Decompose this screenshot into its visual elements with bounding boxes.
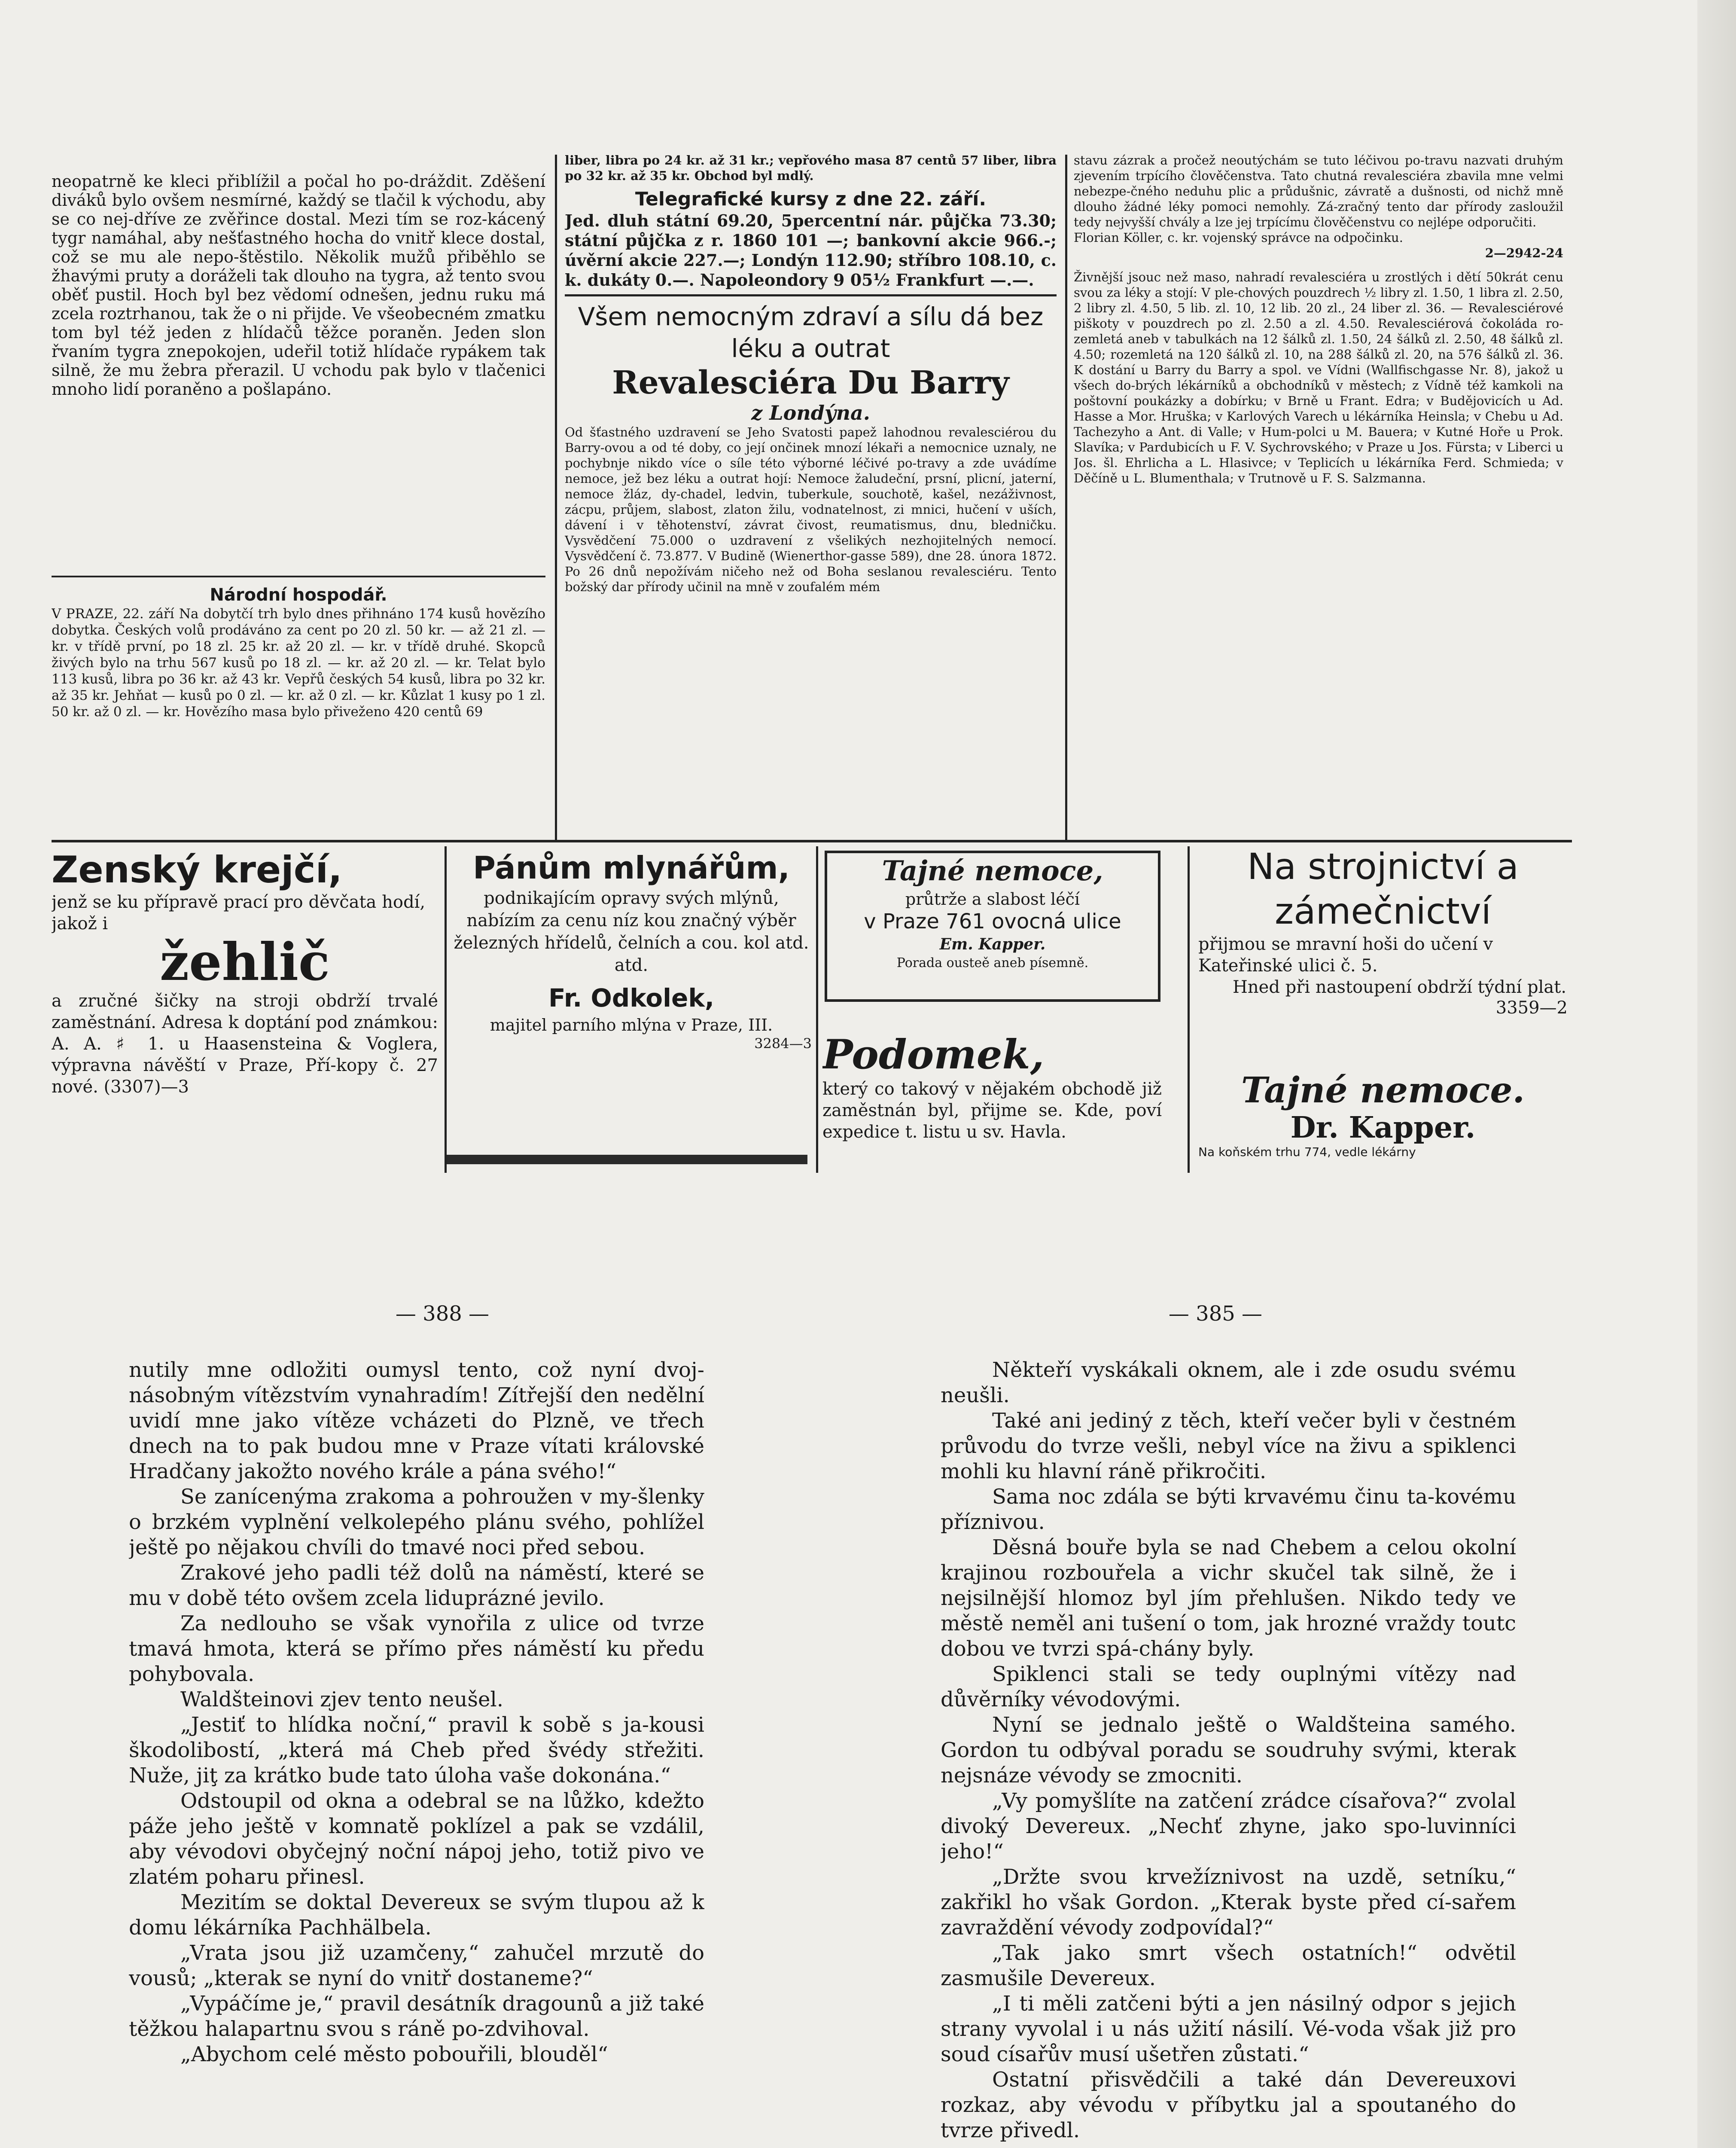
ad-tajne-nemoce xyxy=(825,851,1160,1002)
story-paragraph: Spiklenci stali se tedy ouplnými vítězy nad důvěrníky vévodovými. xyxy=(941,1662,1516,1712)
column-rule xyxy=(555,155,557,842)
section-title: Národní hospodář. xyxy=(210,585,387,605)
story-paragraph: Za nedlouho se však vynořila z ulice od tvrze tmavá hmota, která se přímo přes náměstí ku předu pohybovala. xyxy=(129,1611,704,1686)
ad-title: Tajné nemoce, xyxy=(882,855,1103,887)
ad-body: Od šťastného uzdravení se Jeho Svatosti papež lahodnou revalesciérou du Barry-ovou a od té doby, co její ončinek mnozí lékaři a nemocnice uznaly, ne pochybnje nikdo více o síle této výborné léčivé po-travy a zde uvádíme nemoce, jež bez léku a outrat hojí: Nemoce žaludeční, prsní, plicní, jaterní, nemoce žláz, dy-chadel, ledvin, tuberkule, souchotě, kašel, nezáživnost, zácpu, průjem, slabost, zlaton žilu, vodnatelnost, zi mnici, hučení v uších, dávení i v těhotenství, závrat čivost, reumatismus, dnu, bledničku. Vysvědčení 75.000 o uzdravení z všelikých nezhojitelných nemocí. Vysvědčení č. 73.877. V Budině (Wienerthor-gasse 589), dne 28. února 1872. Po 26 dnů nepožívám ničeho než od Boha seslanou revalesciéru. Tento božský dar přírody učinil na mně v zoufalém mém xyxy=(565,425,1057,594)
page-number-left: — 388 — xyxy=(395,1302,490,1326)
column-rule xyxy=(1065,155,1067,842)
ad-footer: majitel parního mlýna v Praze, III. xyxy=(490,1016,773,1034)
story-paragraph: Nyní se jednalo ještě o Waldšteina samého. Gordon tu odbýval poradu se soudruhy svými, kterak nejsnáze vévody se zmocniti. xyxy=(941,1713,1516,1788)
ad-brand-sub: z Londýna. xyxy=(751,401,870,424)
page-edge-shadow xyxy=(1697,0,1736,2148)
ad-krejci xyxy=(52,848,438,1175)
story-paragraph: „Držte svou krvežíznivost na uzdě, setníku,“ zakřikl ho však Gordon. „Kterak byste před cí-sařem zavraždění vévody zodpovídal?“ xyxy=(941,1865,1516,1940)
market-text: liber, libra po 24 kr. až 31 kr.; vepřového masa 87 centů 57 liber, libra po 32 kr. až 35 kr. Obchod byl mdlý. xyxy=(565,153,1057,183)
ad-line: průtrže a slabost léčí xyxy=(905,890,1080,909)
ad-rule xyxy=(816,846,818,1173)
ad-address: Na koňském trhu 774, vedle lékárny xyxy=(1198,1145,1416,1159)
testimony-text: stavu zázrak a pročež neoutýchám se tuto léčivou po-travu nazvati druhým zjevením trpícího člověčenstva. Tato chutná revalesciéra zbavila mne velmi nebezpe-čného neduhu plic a průdušnic, závratě a dušnosti, od nichž mně dlouho žádné léky pomoci nemohly. Zá-zračný tento dar přírody zasloužil tedy nejvyšší chvály a lze jej trpícímu člověčenstvu co nejlépe odporučiti. xyxy=(1074,153,1563,229)
ad-name: Fr. Odkolek, xyxy=(548,983,714,1013)
story-page-left xyxy=(129,1358,704,2148)
story-paragraph: „Vy pomyšlíte na zatčení zrádce císařova?“ zvolal divoký Devereux. „Nechť zhyne, jako spo-luvinníci jeho!“ xyxy=(941,1789,1516,1864)
ad-rule xyxy=(445,846,447,1173)
story-paragraph: „Abychom celé město pobouřili, blouděl“ xyxy=(180,2042,608,2066)
divider xyxy=(565,294,1057,296)
story-paragraph: Ostatní přisvědčili a také dán Devereuxovi rozkaz, aby vévodu v příbytku jal a spoutaného do tvrze přivedl. xyxy=(941,2068,1516,2142)
ad-line: v Praze 761 ovocná ulice xyxy=(864,909,1121,934)
story-paragraph: Waldšteinovi zjev tento neušel. xyxy=(180,1687,503,1712)
news-column-left xyxy=(52,172,545,567)
ad-line: a zručné šičky na stroji obdrží trvalé zaměstnání. Adresa k doptání pod známkou: A. A. ♯ 1. u Haasensteina & Voglera, výpravna návěští v Praze, Pří-kopy č. 27 nové. (3307)—3 xyxy=(52,991,438,1097)
story-paragraph: Mezitím se doktal Devereux se svým tlupou až k domu lékárníka Pachhälbela. xyxy=(129,1890,704,1940)
ad-name: Em. Kapper. xyxy=(939,935,1046,953)
news-column-right xyxy=(1074,153,1563,844)
ad-text: podnikajícím opravy svých mlýnů, nabízím za cenu níz kou značný výběr železných hřídelů, čelních a cou. kol atd. atd. xyxy=(454,888,809,975)
ad-text: který co takový v nějakém obchodě již zaměstnán byl, přijme se. Kde, poví expedice t. listu u sv. Havla. xyxy=(822,1079,1162,1142)
ad-strojnictvi xyxy=(1198,844,1568,1068)
signature: Florian Köller, c. kr. vojenský správce na odpočinku. xyxy=(1074,230,1403,245)
section-text: V PRAZE, 22. září Na dobytčí trh bylo dnes přihnáno 174 kusů hovězího dobytka. Českých volů prodáváno za cent po 20 zl. 50 kr. — až 21 zl. — kr. v třídě první, po 18 zl. 25 kr. až 20 zl. — kr. v třídě druhé. Skopců živých bylo na trhu 567 kusů po 18 zl. — kr. až 20 zl. — kr. Telat bylo 113 kusů, libra po 36 kr. až 43 kr. Vepřů českých 54 kusů, libra po 32 kr. až 35 kr. Jehňat — kusů po 0 zl. — kr. až 0 zl. — kr. Kůzlat 1 kusy po 1 zl. 50 kr. až 0 zl. — kr. Hovězího masa bylo přiveženo 420 centů 69 xyxy=(52,606,545,720)
ad-line: Porada ousteě aneb písemně. xyxy=(896,955,1089,970)
ad-title: Pánům mlynářům, xyxy=(473,850,790,886)
ad-name: Dr. Kapper. xyxy=(1290,1111,1476,1145)
ad-brand: Revalesciéra Du Barry xyxy=(612,364,1009,401)
ad-big-word: žehlič xyxy=(160,932,330,992)
ad-mlynari xyxy=(451,848,812,1175)
economy-section xyxy=(52,584,545,825)
story-paragraph: Také ani jediný z těch, kteří večer byli v čestném průvodu do tvrze vešli, nebyl více na živu a spiklenci mohli ku hlavní ráně přikročiti. xyxy=(941,1409,1516,1483)
ad-title: Tajné nemoce. xyxy=(1241,1070,1525,1111)
ad-code: 3284—3 xyxy=(754,1035,812,1052)
story-paragraph: „Jestiť to hlídka noční,“ pravil k sobě s ja-kousi škodolibostí, „která má Cheb před švédy střežiti. Nuže, jiţ za krátko bude tato úloha vaše dokonána.“ xyxy=(129,1713,704,1788)
story-paragraph: Se zanícenýma zrakoma a pohroužen v my-šlenky o brzkém vyplnění velkolepého plánu svého, pohlížel ještě po nějakou chvíli do tmavé noci před sebou. xyxy=(129,1485,704,1559)
story-paragraph: „Vypáčíme je,“ pravil desátník dragounů a již také těžkou halapartnu svou s ráně po-zdvihoval. xyxy=(129,1992,704,2041)
story-paragraph: „Tak jako smrt všech ostatních!“ odvětil zasmušile Devereux. xyxy=(941,1941,1516,1990)
ads-divider xyxy=(52,840,1572,842)
story-paragraph: Odstoupil od okna a odebral se na lůžko, kdežto páže jeho ještě v komnatě poklízel a pak se vzdálil, aby vévodovi obyčejný noční nápoj jeho, totiž pivo ve zlatém poharu přinesl. xyxy=(129,1789,704,1889)
ad-line: jenž se ku přípravě prací pro děvčata hodí, jakož i xyxy=(52,892,426,934)
divider xyxy=(52,576,545,577)
ad-code: 3359—2 xyxy=(1495,998,1568,1018)
ad-rule xyxy=(1188,846,1190,1173)
ad-title: Na strojnictví a zámečnictví xyxy=(1247,845,1519,932)
ad-title: Podomek, xyxy=(822,1031,1045,1078)
story-paragraph: „I ti měli zatčeni býti a jen násilný odpor s jejich strany vyvolal i u nás užití násilí. Vé-voda však již pro soud císařův musí ušetřen zůstati.“ xyxy=(941,1992,1516,2066)
story-paragraph: „Vrata jsou již uzamčeny,“ zahučel mrzutě do vousů; „kterak se nyní do vnitř dostaneme?“ xyxy=(129,1941,704,1990)
news-column-middle xyxy=(565,153,1057,840)
ad-tajne-nemoce-2 xyxy=(1198,1070,1568,1173)
story-paragraph: Zrakové jeho padli též dolů na náměstí, které se mu v době této ovšem zcela liduprázné jevilo. xyxy=(129,1561,704,1610)
ornament-bar xyxy=(447,1155,807,1164)
ad-text: Hned při nastoupení obdrží týdní plat. xyxy=(1233,977,1567,997)
telegraph-title: Telegrafické kursy z dne 22. září. xyxy=(635,188,987,210)
ad-podomek xyxy=(822,1031,1162,1173)
story-paragraph: Někteří vyskákali oknem, ale i zde osudu svému neušli. xyxy=(941,1358,1516,1407)
story-paragraph: Sama noc zdála se býti krvavému činu ta-kovému příznivou. xyxy=(941,1485,1516,1534)
story-page-right xyxy=(941,1358,1516,2148)
ad-title: Zenský krejčí, xyxy=(52,848,342,891)
news-paragraph: neopatrně ke kleci přiblížil a počal ho po-dráždit. Zděšení diváků bylo ovšem nesmírné, každý se tlačil k východu, aby se co nej-dříve ze zvěřince dostal. Mezi tím se roz-kácený tygr namáhal, aby nešťastného hocha do vnitř klece dostal, což se mu ale nepo-štěstilo. Několik mužů přiběhlo se žhavými pruty a doráželi tak dlouho na tygra, až tento svou oběť pustil. Hoch byl bez vědomí odnešen, jednu ruku má zcela roztrhanou, tak že o ni přijde. Ve všeobecném zmatku tom byl též jeden z hlídačů těžce poraněn. Jeden slon řvaním tygra znepokojen, udeřil totiž hlídače rypákem tak silně, že mu žebra přerazil. U vchodu pak bylo v tlačenici mnoho lidí poraněno a pošlapáno. xyxy=(52,172,545,399)
story-paragraph: Děsná bouře byla se nad Chebem a celou okolní krajinou rozbouřela a vichr skučel tak silně, že i nejsilnější hlomoz byl jím přehlušen. Nikdo tedy ve městě neměl ani tušení o tom, jak hrozné vraždy toutc dobou ve tvrzi spá-chány byly. xyxy=(941,1535,1516,1661)
ad-text: přijmou se mravní hoši do učení v Kateřinské ulici č. 5. xyxy=(1198,934,1493,976)
price-text: Živnější jsouc než maso, nahradí revalesciéra u zrostlých i dětí 50krát cenu svou za léky a stojí: V ple-chových pouzdrech ½ libry zl. 1.50, 1 libra zl. 2.50, 2 libry zl. 4.50, 5 lib. zl. 10, 12 lib. 20 zl., 24 liber zl. 36. — Revalesciérové piškoty v pouzdrech po zl. 2.50 a zl. 4.50. Revalesciérová čokoláda ro-zemletá aneb v tabulkách na 12 šálků zl. 1.50, 24 šálků zl. 2.50, 48 šálků zl. 4.50; rozemletá na 120 šálků zl. 10, na 288 šálků zl. 20, na 576 šálků zl. 36. K dostání u Barry du Barry a spol. ve Vídni (Wallfischgasse Nr. 8), jakož u všech do-brých lékárníků a obchodníků v městech; z Vídně též kamkoli na poštovní poukázky a dobírku; v Brně u Frant. Edra; v Budějovicích u Ad. Hasse a Mor. Hruška; v Karlových Varech u lékárníka Heinsla; v Chebu u Ad. Tachezyho a Ant. di Valle; v Hum-polci u M. Bauera; v Kutné Hoře u Prok. Slavíka; v Pardubicích u F. V. Sychrovského; v Praze u Jos. Fürsta; v Liberci u Jos. šl. Ehrlicha a L. Hlasivce; v Teplicích u lékárníka Ferd. Schmieda; v Děčíně u L. Blumenthala; v Trutnově u F. S. Salzmanna. xyxy=(1074,270,1563,485)
page-number-right: — 385 — xyxy=(1168,1302,1263,1326)
telegraph-text: Jed. dluh státní 69.20, 5percentní nár. půjčka 73.30; státní půjčka z r. 1860 101 —; bankovní akcie 966.-; úvěrní akcie 227.—; Londýn 112.90; stříbro 108.10, c. k. dukáty 0.—. Napoleondory 9 05½ Frankfurt —.—. xyxy=(565,211,1057,290)
ad-code: 2—2942-24 xyxy=(1485,246,1563,260)
story-paragraph: nutily mne odložiti oumysl tento, což nyní dvoj-násobným vítězstvím vynahradím! Zítřejší den nedělní uvidí mne jako vítěze vcházeti do Plzně, ve třech dnech na to pak budou mne v Praze vítati královské Hradčany jakožto nového krále a pána svého!“ xyxy=(129,1358,704,1483)
ad-headline: Všem nemocným zdraví a sílu dá bez léku a outrat xyxy=(578,302,1044,363)
